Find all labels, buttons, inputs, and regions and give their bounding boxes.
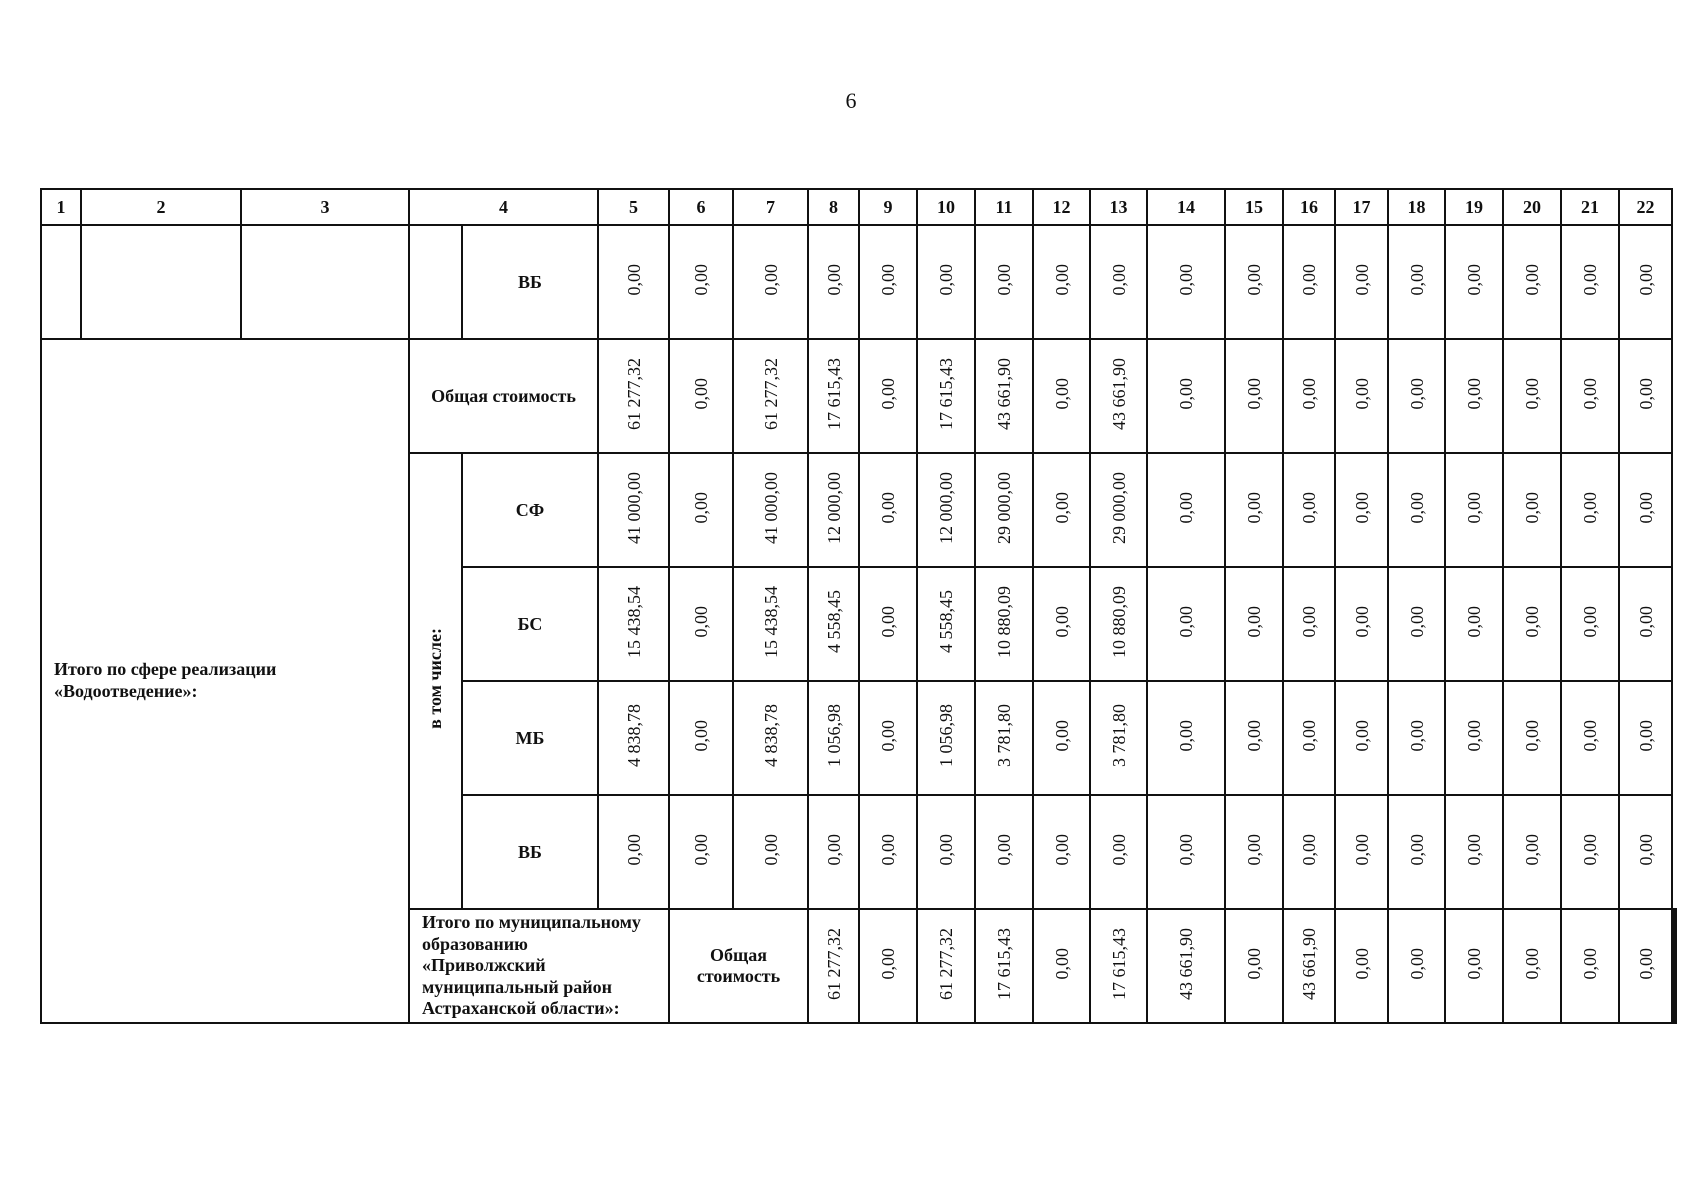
value-cell xyxy=(1225,909,1283,1023)
value-cell xyxy=(1335,567,1388,681)
value-cell xyxy=(1335,225,1388,339)
value-cell xyxy=(1445,339,1503,453)
source-cell: ВБ xyxy=(462,225,598,339)
value-text: 0,00 xyxy=(1464,947,1484,980)
value-cell xyxy=(1619,339,1672,453)
value-cell xyxy=(733,567,808,681)
value-text: 0,00 xyxy=(1464,833,1484,866)
header-row xyxy=(41,189,1676,225)
value-text: 0,00 xyxy=(1351,491,1372,524)
value-cell xyxy=(917,339,975,453)
value-text: 0,00 xyxy=(1299,491,1319,524)
value-cell xyxy=(598,681,669,795)
value-text: 0,00 xyxy=(1522,833,1542,866)
value-cell xyxy=(1445,567,1503,681)
value-cell xyxy=(1283,339,1335,453)
value-text: 0,00 xyxy=(760,833,781,866)
value-cell xyxy=(917,453,975,567)
value-text: 1 056,98 xyxy=(936,704,956,767)
value-text: 0,00 xyxy=(1244,947,1264,980)
value-cell xyxy=(975,567,1033,681)
value-text: 61 277,32 xyxy=(760,357,781,430)
value-cell xyxy=(1147,909,1225,1023)
value-text: 0,00 xyxy=(1351,719,1372,752)
value-cell xyxy=(1283,795,1335,909)
value-text: 0,00 xyxy=(878,263,898,296)
value-cell xyxy=(1147,681,1225,795)
value-cell xyxy=(1619,225,1672,339)
value-cell xyxy=(1283,453,1335,567)
value-cell xyxy=(1503,909,1561,1023)
value-text: 0,00 xyxy=(1635,719,1656,752)
value-cell xyxy=(1388,795,1445,909)
value-text: 0,00 xyxy=(1464,263,1484,296)
value-text: 43 661,90 xyxy=(1108,357,1129,430)
value-cell xyxy=(1388,567,1445,681)
header-cell: 16 xyxy=(1283,189,1335,225)
value-cell xyxy=(1619,453,1672,567)
value-cell xyxy=(975,225,1033,339)
sphere-total-label: Итого по сфере реализации «Водоотведение»: xyxy=(41,339,409,1023)
value-text: 0,00 xyxy=(691,263,711,296)
source-cell: БС xyxy=(462,567,598,681)
value-cell xyxy=(917,795,975,909)
value-cell xyxy=(1561,453,1619,567)
value-text: 0,00 xyxy=(1580,833,1600,866)
header-cell: 22 xyxy=(1619,189,1672,225)
value-text: 0,00 xyxy=(1351,377,1372,410)
value-text: 0,00 xyxy=(1051,491,1072,524)
value-text: 41 000,00 xyxy=(623,471,644,544)
value-cell xyxy=(1445,681,1503,795)
value-cell xyxy=(1225,795,1283,909)
value-text: 0,00 xyxy=(1635,947,1656,980)
value-cell xyxy=(1033,339,1090,453)
value-cell xyxy=(1445,225,1503,339)
value-cell xyxy=(598,225,669,339)
value-text: 0,00 xyxy=(1051,833,1072,866)
value-text: 0,00 xyxy=(1580,491,1600,524)
source-cell: ВБ xyxy=(462,795,598,909)
value-text: 0,00 xyxy=(994,833,1014,866)
source-cell: СФ xyxy=(462,453,598,567)
value-text: 0,00 xyxy=(760,263,781,296)
value-text: 0,00 xyxy=(1522,491,1542,524)
value-cell xyxy=(859,453,917,567)
value-text: 0,00 xyxy=(878,491,898,524)
value-cell xyxy=(1561,681,1619,795)
value-cell xyxy=(859,909,917,1023)
value-cell xyxy=(669,681,733,795)
value-text: 0,00 xyxy=(1406,491,1427,524)
value-text: 0,00 xyxy=(1051,377,1072,410)
value-cell xyxy=(808,795,859,909)
value-cell xyxy=(1388,681,1445,795)
value-text: 0,00 xyxy=(936,833,956,866)
value-text: 17 615,43 xyxy=(823,357,844,430)
value-text: 0,00 xyxy=(1406,833,1427,866)
value-cell xyxy=(1090,453,1147,567)
value-text: 0,00 xyxy=(1176,605,1196,638)
value-text: 0,00 xyxy=(1464,491,1484,524)
value-text: 0,00 xyxy=(878,377,898,410)
value-text: 61 277,32 xyxy=(623,357,644,430)
value-text: 0,00 xyxy=(1406,719,1427,752)
value-cell xyxy=(1090,225,1147,339)
total-cost-label: Общая стоимость xyxy=(669,909,808,1023)
value-cell xyxy=(808,567,859,681)
value-cell xyxy=(917,909,975,1023)
value-cell xyxy=(1503,681,1561,795)
value-cell xyxy=(1090,795,1147,909)
value-text: 3 781,80 xyxy=(994,704,1014,767)
value-text: 0,00 xyxy=(1299,263,1319,296)
value-cell xyxy=(1225,567,1283,681)
value-cell xyxy=(1619,795,1672,909)
header-cell: 5 xyxy=(598,189,669,225)
value-cell xyxy=(1445,453,1503,567)
header-cell: 12 xyxy=(1033,189,1090,225)
value-text: 0,00 xyxy=(1176,833,1196,866)
value-text: 43 661,90 xyxy=(1176,927,1196,1000)
value-text: 0,00 xyxy=(1351,605,1372,638)
value-text: 0,00 xyxy=(994,263,1014,296)
header-cell: 1 xyxy=(41,189,81,225)
value-cell xyxy=(598,453,669,567)
value-cell xyxy=(917,681,975,795)
value-cell xyxy=(669,795,733,909)
value-cell xyxy=(1033,225,1090,339)
value-text: 12 000,00 xyxy=(936,471,956,544)
value-cell xyxy=(733,453,808,567)
value-cell xyxy=(1283,567,1335,681)
value-text: 0,00 xyxy=(1522,377,1542,410)
value-text: 0,00 xyxy=(1176,491,1196,524)
in-that-number-cell xyxy=(409,453,462,909)
value-cell xyxy=(1561,225,1619,339)
value-text: 15 438,54 xyxy=(760,585,781,658)
value-cell xyxy=(1619,567,1672,681)
value-text: 0,00 xyxy=(1244,719,1264,752)
header-cell: 9 xyxy=(859,189,917,225)
value-text: 29 000,00 xyxy=(994,471,1014,544)
value-text: 0,00 xyxy=(878,947,898,980)
value-text: 15 438,54 xyxy=(623,585,644,658)
value-text: 0,00 xyxy=(1522,947,1542,980)
value-text: 0,00 xyxy=(1406,263,1427,296)
value-cell xyxy=(859,567,917,681)
value-cell xyxy=(1561,795,1619,909)
value-text: 0,00 xyxy=(936,263,956,296)
value-text: 0,00 xyxy=(1635,263,1656,296)
value-cell xyxy=(1147,795,1225,909)
value-text: 0,00 xyxy=(1108,263,1129,296)
value-cell xyxy=(1090,339,1147,453)
value-cell xyxy=(1033,909,1090,1023)
value-cell xyxy=(1335,909,1388,1023)
value-text: 0,00 xyxy=(1351,263,1372,296)
value-text: 0,00 xyxy=(1580,947,1600,980)
value-text: 0,00 xyxy=(1351,947,1372,980)
value-text: 0,00 xyxy=(623,833,644,866)
value-cell xyxy=(1503,453,1561,567)
value-cell xyxy=(1283,225,1335,339)
value-cell xyxy=(917,225,975,339)
value-cell xyxy=(1090,681,1147,795)
value-cell xyxy=(598,339,669,453)
value-cell xyxy=(975,909,1033,1023)
value-cell xyxy=(1225,339,1283,453)
value-text: 4 558,45 xyxy=(936,590,956,653)
value-cell xyxy=(1675,909,1676,1023)
value-cell xyxy=(1147,225,1225,339)
header-cell: 10 xyxy=(917,189,975,225)
header-cell: 8 xyxy=(808,189,859,225)
header-cell: 11 xyxy=(975,189,1033,225)
value-cell xyxy=(975,681,1033,795)
value-cell xyxy=(1388,225,1445,339)
value-cell xyxy=(808,681,859,795)
value-cell xyxy=(1283,681,1335,795)
value-text: 0,00 xyxy=(1051,947,1072,980)
total-cost-label: Общая стоимость xyxy=(409,339,598,453)
header-cell: 14 xyxy=(1147,189,1225,225)
value-cell xyxy=(1503,567,1561,681)
value-cell xyxy=(669,339,733,453)
value-cell xyxy=(1503,795,1561,909)
value-text: 0,00 xyxy=(1299,833,1319,866)
value-cell xyxy=(808,909,859,1023)
value-text: 0,00 xyxy=(691,719,711,752)
header-cell: 19 xyxy=(1445,189,1503,225)
value-text: 0,00 xyxy=(1464,377,1484,410)
empty-cell xyxy=(409,225,462,339)
value-cell xyxy=(859,225,917,339)
value-cell xyxy=(975,339,1033,453)
value-text: 0,00 xyxy=(1580,377,1600,410)
header-cell: 18 xyxy=(1388,189,1445,225)
value-text: 0,00 xyxy=(1635,605,1656,638)
value-text: 10 880,09 xyxy=(1108,585,1129,658)
value-cell xyxy=(1147,453,1225,567)
value-cell xyxy=(859,681,917,795)
value-text: 17 615,43 xyxy=(1108,927,1129,1000)
value-cell xyxy=(1147,339,1225,453)
value-text: 0,00 xyxy=(1051,605,1072,638)
value-text: 0,00 xyxy=(1406,377,1427,410)
value-text: 43 661,90 xyxy=(1299,927,1319,1000)
value-text: 41 000,00 xyxy=(760,471,781,544)
value-text: 1 056,98 xyxy=(823,704,844,767)
value-text: 0,00 xyxy=(823,263,844,296)
value-cell xyxy=(1335,453,1388,567)
value-text: 0,00 xyxy=(1176,377,1196,410)
empty-cell xyxy=(41,225,81,339)
value-text: 0,00 xyxy=(878,719,898,752)
value-text: 43 661,90 xyxy=(994,357,1014,430)
value-text: 0,00 xyxy=(1464,719,1484,752)
header-cell: 6 xyxy=(669,189,733,225)
value-text: 0,00 xyxy=(1635,491,1656,524)
value-cell xyxy=(733,339,808,453)
value-text: 0,00 xyxy=(1580,263,1600,296)
in-that-number-label: в том числе: xyxy=(425,628,445,729)
value-text: 17 615,43 xyxy=(936,357,956,430)
value-cell xyxy=(1335,681,1388,795)
value-cell xyxy=(733,681,808,795)
header-cell: 7 xyxy=(733,189,808,225)
value-text: 29 000,00 xyxy=(1108,471,1129,544)
value-cell xyxy=(1335,795,1388,909)
value-cell xyxy=(1619,909,1672,1023)
value-cell xyxy=(1561,909,1619,1023)
value-cell xyxy=(598,795,669,909)
value-cell xyxy=(1033,567,1090,681)
value-text: 0,00 xyxy=(691,491,711,524)
municipal-total-label: Итого по муниципальному образованию «Приволжский муниципальный район Астраханской области»: xyxy=(409,909,669,1023)
value-cell xyxy=(808,225,859,339)
value-text: 0,00 xyxy=(1522,719,1542,752)
value-cell xyxy=(1619,681,1672,795)
header-cell: 4 xyxy=(409,189,598,225)
value-cell xyxy=(1225,681,1283,795)
value-text: 0,00 xyxy=(691,605,711,638)
value-cell xyxy=(1561,567,1619,681)
budget-table xyxy=(40,188,1677,1024)
value-text: 0,00 xyxy=(1299,719,1319,752)
value-text: 4 558,45 xyxy=(823,590,844,653)
value-text: 17 615,43 xyxy=(994,927,1014,1000)
value-text: 0,00 xyxy=(1351,833,1372,866)
value-cell xyxy=(1033,795,1090,909)
header-cell: 13 xyxy=(1090,189,1147,225)
value-cell xyxy=(598,567,669,681)
empty-cell xyxy=(241,225,409,339)
value-text: 0,00 xyxy=(691,377,711,410)
value-text: 0,00 xyxy=(1176,263,1196,296)
value-text: 0,00 xyxy=(623,263,644,296)
value-text: 3 781,80 xyxy=(1108,704,1129,767)
value-text: 0,00 xyxy=(1464,605,1484,638)
value-text: 0,00 xyxy=(823,833,844,866)
source-cell: МБ xyxy=(462,681,598,795)
value-cell xyxy=(1090,909,1147,1023)
value-cell xyxy=(859,339,917,453)
empty-cell xyxy=(81,225,241,339)
value-text: 0,00 xyxy=(1108,833,1129,866)
value-text: 0,00 xyxy=(1051,719,1072,752)
value-cell xyxy=(1147,567,1225,681)
value-cell xyxy=(733,225,808,339)
value-cell xyxy=(1225,453,1283,567)
value-text: 0,00 xyxy=(1244,605,1264,638)
header-cell: 21 xyxy=(1561,189,1619,225)
value-text: 0,00 xyxy=(1299,377,1319,410)
header-cell: 3 xyxy=(241,189,409,225)
value-cell xyxy=(975,795,1033,909)
value-text: 0,00 xyxy=(1244,263,1264,296)
value-cell xyxy=(1388,909,1445,1023)
value-cell xyxy=(1033,453,1090,567)
value-text: 0,00 xyxy=(1580,719,1600,752)
value-text: 10 880,09 xyxy=(994,585,1014,658)
value-cell xyxy=(1503,225,1561,339)
value-text: 0,00 xyxy=(1406,605,1427,638)
value-text: 61 277,32 xyxy=(936,927,956,1000)
header-cell: 17 xyxy=(1335,189,1388,225)
value-cell xyxy=(808,339,859,453)
value-text: 0,00 xyxy=(1406,947,1427,980)
page-number: 6 xyxy=(845,88,857,113)
value-text: 0,00 xyxy=(1244,377,1264,410)
value-text: 0,00 xyxy=(878,605,898,638)
value-cell xyxy=(1503,339,1561,453)
value-text: 0,00 xyxy=(1635,377,1656,410)
value-cell xyxy=(917,567,975,681)
value-cell xyxy=(669,225,733,339)
value-text: 4 838,78 xyxy=(623,704,644,767)
value-cell xyxy=(1283,909,1335,1023)
table-row xyxy=(41,225,1676,339)
value-cell xyxy=(1388,339,1445,453)
value-text: 0,00 xyxy=(878,833,898,866)
value-cell xyxy=(1225,225,1283,339)
value-cell xyxy=(1335,339,1388,453)
value-text: 0,00 xyxy=(691,833,711,866)
value-cell xyxy=(1445,909,1503,1023)
value-cell xyxy=(733,795,808,909)
value-cell xyxy=(669,567,733,681)
value-cell xyxy=(1445,795,1503,909)
value-text: 61 277,32 xyxy=(823,927,844,1000)
value-text: 0,00 xyxy=(1051,263,1072,296)
value-cell xyxy=(1033,681,1090,795)
value-text: 0,00 xyxy=(1580,605,1600,638)
value-text: 0,00 xyxy=(1522,263,1542,296)
header-cell: 15 xyxy=(1225,189,1283,225)
value-cell xyxy=(859,795,917,909)
value-text: 0,00 xyxy=(1299,605,1319,638)
value-text: 0,00 xyxy=(1635,833,1656,866)
value-text: 12 000,00 xyxy=(823,471,844,544)
value-text: 0,00 xyxy=(1522,605,1542,638)
value-cell xyxy=(975,453,1033,567)
value-text: 0,00 xyxy=(1244,833,1264,866)
value-text: 0,00 xyxy=(1244,491,1264,524)
value-cell xyxy=(669,453,733,567)
header-cell: 2 xyxy=(81,189,241,225)
header-cell: 20 xyxy=(1503,189,1561,225)
value-text: 4 838,78 xyxy=(760,704,781,767)
value-cell xyxy=(808,453,859,567)
value-cell xyxy=(1090,567,1147,681)
value-cell xyxy=(1561,339,1619,453)
table-row xyxy=(41,339,1676,453)
value-cell xyxy=(1388,453,1445,567)
value-text: 0,00 xyxy=(1176,719,1196,752)
